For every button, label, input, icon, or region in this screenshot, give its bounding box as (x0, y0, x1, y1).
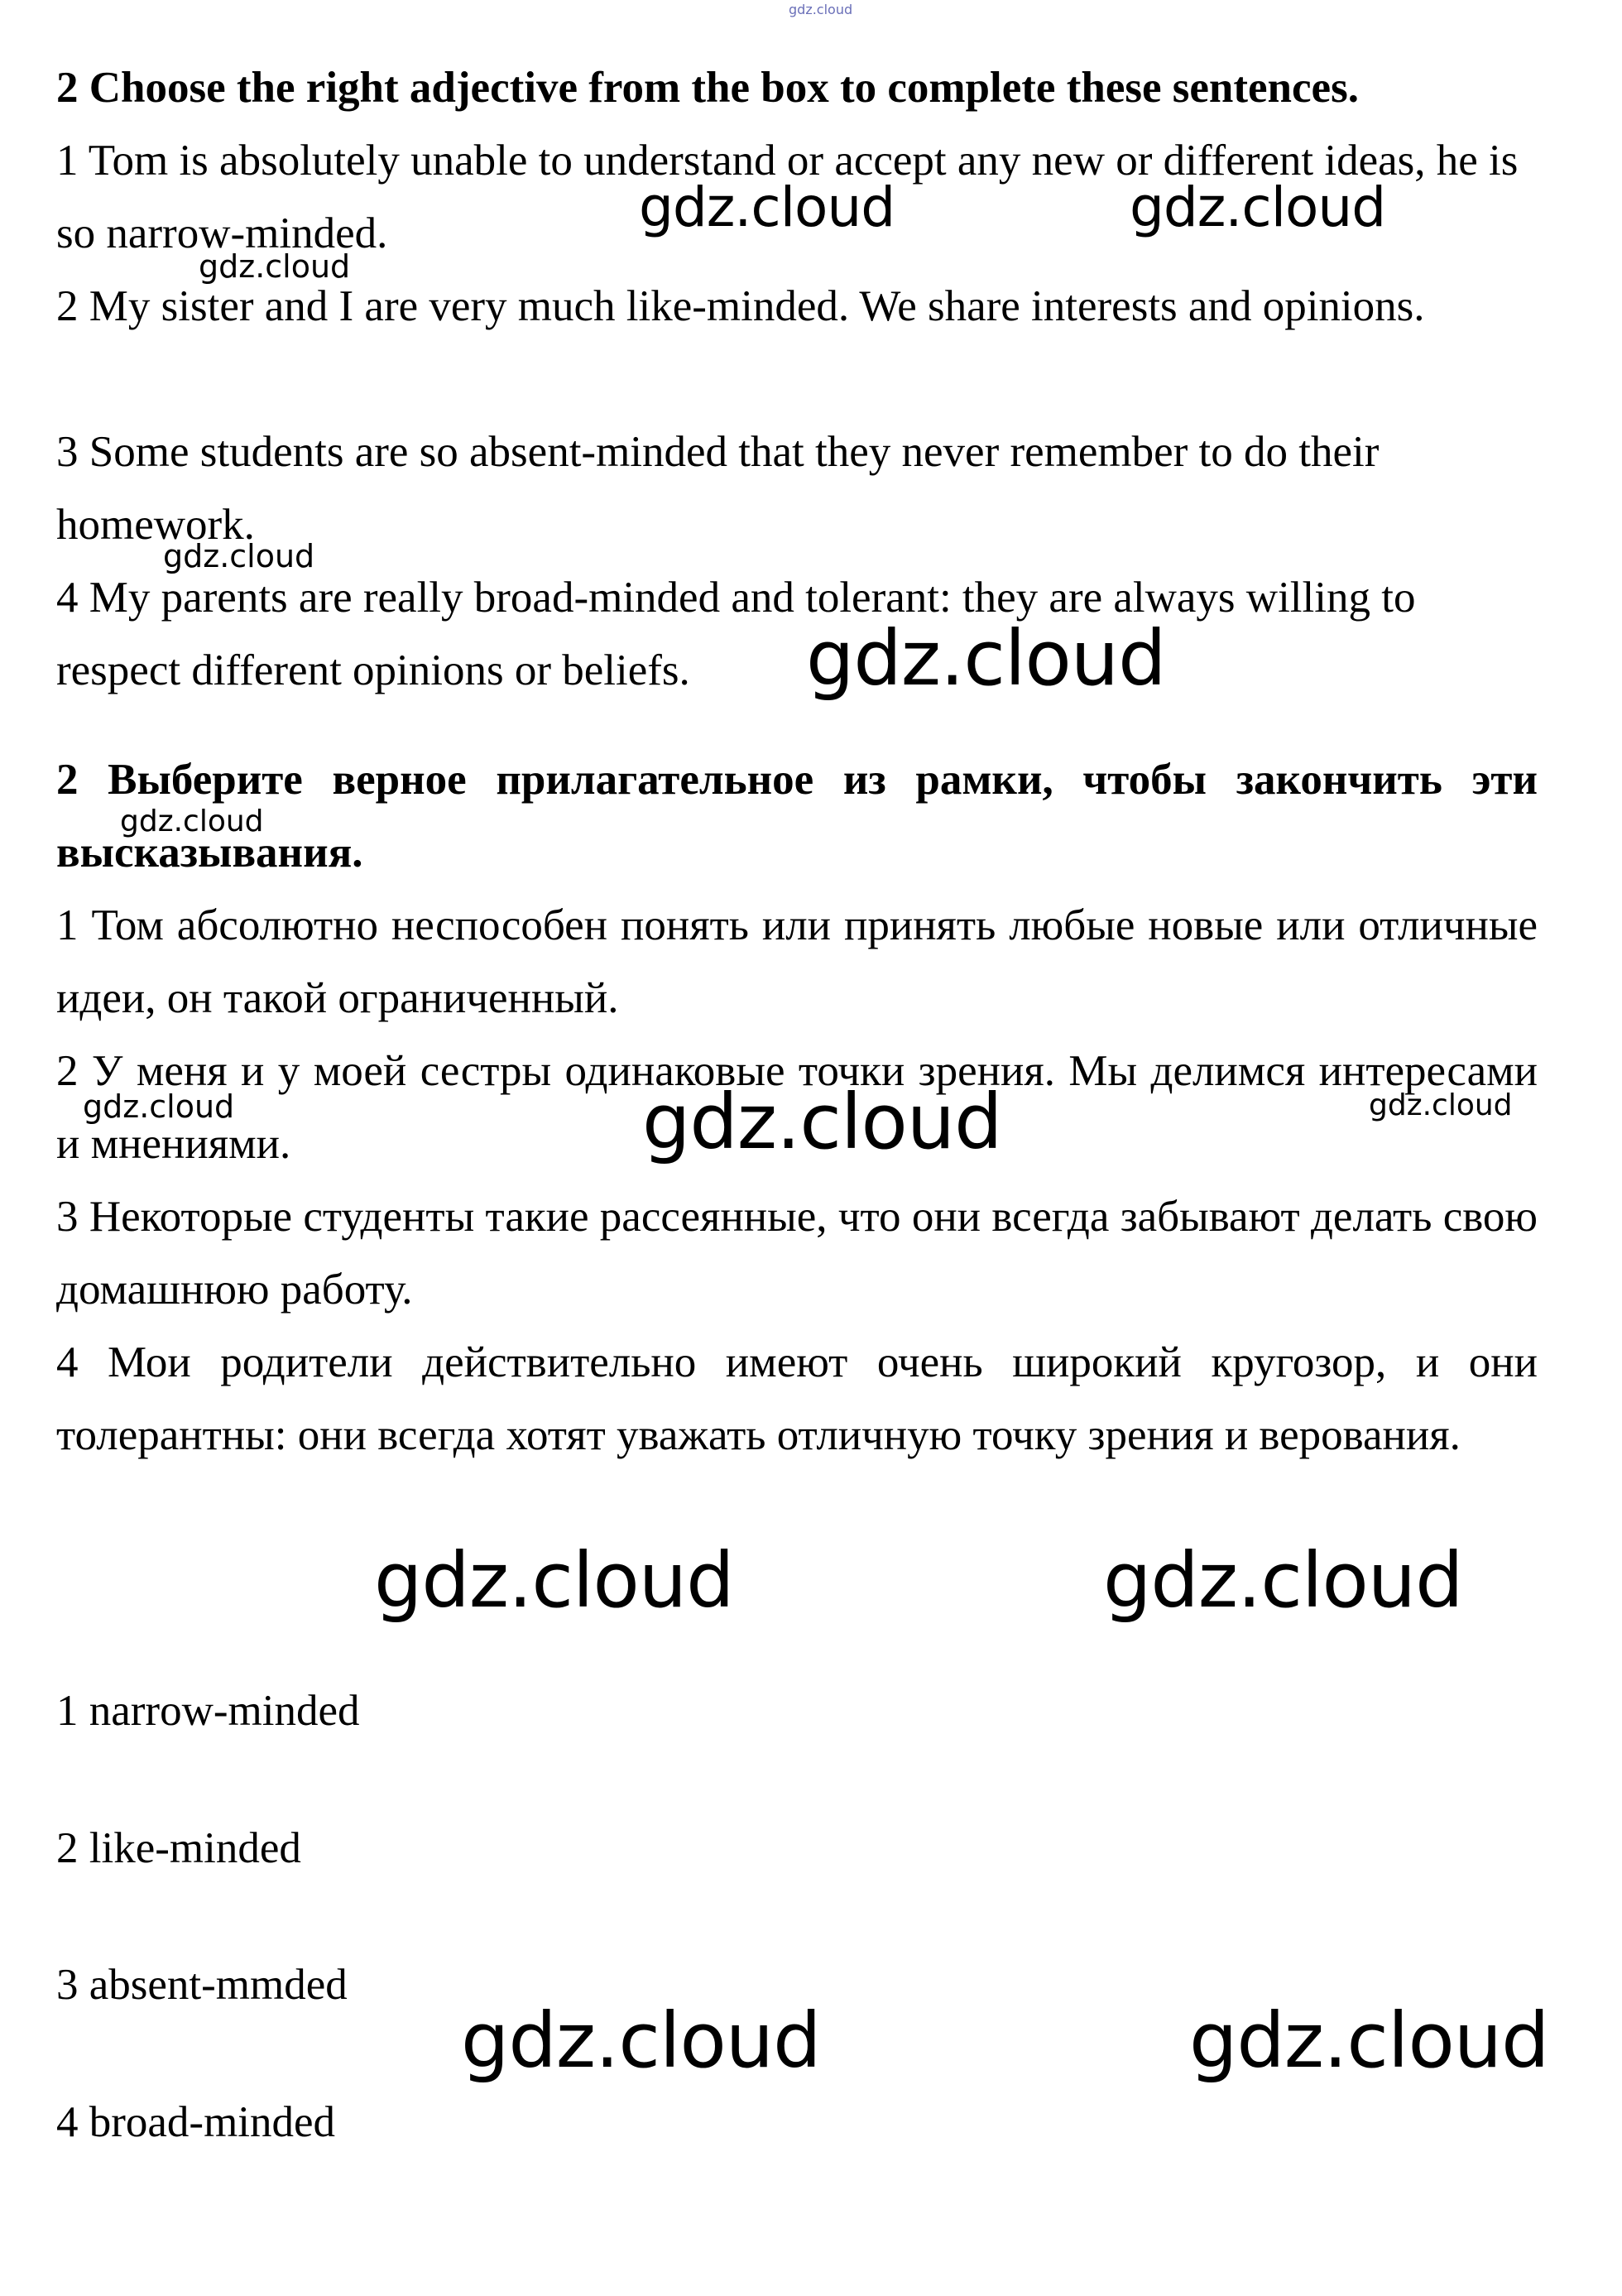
watermark: gdz.cloud (163, 538, 315, 574)
russian-task-heading: 2 Выберите верное прилагательное из рамки, чтобы закончить эти высказывания. (56, 756, 1538, 877)
answer-1: 1 narrow-minded (56, 1687, 360, 1735)
watermark: gdz.cloud (639, 175, 895, 239)
watermark: gdz.cloud (1369, 1088, 1513, 1122)
watermark: gdz.cloud (1130, 175, 1386, 239)
answer-3: 3 absent-mmded (56, 1961, 348, 2009)
answer-4: 4 broad-minded (56, 2098, 336, 2146)
watermark: gdz.cloud (374, 1536, 734, 1625)
watermark: gdz.cloud (120, 805, 264, 838)
russian-item-1: 1 Том абсолютно неспособен понять или принять любые новые или отличные идеи, он такой ограниченный. (56, 901, 1538, 1022)
english-item-2: 2 My sister and I are very much like-minded. We share interests and opinions. (56, 282, 1425, 330)
answer-2: 2 like-minded (56, 1824, 301, 1872)
english-item-4: 4 My parents are really broad-minded and tolerant: they are always willing to respect different opinions or beliefs. (56, 574, 1416, 694)
english-item-3: 3 Some students are so absent-minded that they never remember to do their homework. (56, 428, 1380, 549)
russian-item-2: 2 У меня и у моей сестры одинаковые точки зрения. Мы делимся интересами и мнениями. (56, 1047, 1538, 1168)
watermark: gdz.cloud (1189, 1996, 1549, 2085)
watermark: gdz.cloud (199, 248, 351, 285)
watermark: gdz.cloud (806, 614, 1166, 703)
watermark: gdz.cloud (83, 1088, 235, 1125)
top-watermark: gdz.cloud (789, 2, 853, 17)
watermark: gdz.cloud (1103, 1536, 1463, 1625)
english-task-heading: 2 Choose the right adjective from the box to complete these sentences. (56, 64, 1359, 112)
watermark: gdz.cloud (461, 1996, 821, 2085)
watermark: gdz.cloud (642, 1078, 1002, 1166)
russian-item-4: 4 Мои родители действительно имеют очень широкий кругозор, и они толерантны: они всегда хотят уважать отличную точку зрения и верования. (56, 1338, 1538, 1459)
russian-item-3: 3 Некоторые студенты такие рассеянные, что они всегда забывают делать свою домашнюю работу. (56, 1193, 1538, 1314)
english-item-1: 1 Tom is absolutely unable to understand or accept any new or different ideas, he is so narrow-minded. (56, 137, 1519, 257)
